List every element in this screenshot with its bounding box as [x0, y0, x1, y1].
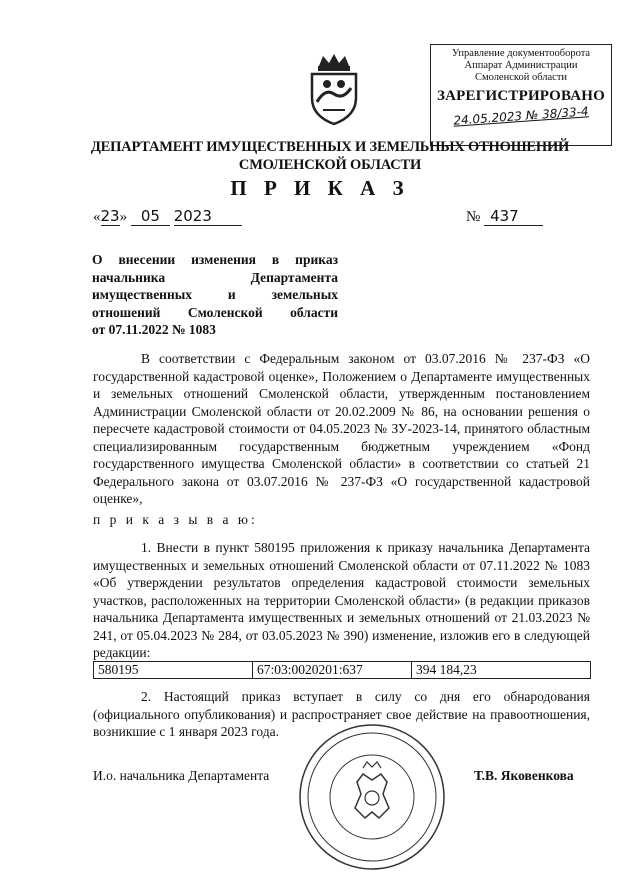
subject-line: от 07.11.2022 № 1083	[92, 322, 216, 337]
date-quote-close: »	[119, 209, 128, 225]
official-seal-icon	[297, 722, 447, 872]
item-1-paragraph: 1. Внести в пункт 580195 приложения к приказу начальника Департамента имущественных и земельных отношений Смоленской области от 07.11.2022 № 1083 «Об утверждении результатов определения кадастровой стоимости земельных участков, расположенных на территории Смоленской области» (в редакции приказов начальника Департамента имущественных и земельных отношений от 21.03.2023 № 241, от 05.04.2023 № 284, от 03.05.2023 № 390) изменение, изложив его в следующей редакции:	[93, 540, 590, 660]
date-month: 05	[131, 207, 170, 226]
table-cell-cadastral-value: 394 184,23	[412, 662, 591, 679]
stamp-registered: ЗАРЕГИСТРИРОВАНО	[437, 88, 605, 104]
number-value: 437	[484, 207, 543, 226]
table-cell-cadastral-number: 67:03:0020201:637	[253, 662, 412, 679]
number-label: №	[466, 209, 481, 225]
signatory-name: Т.В. Яковенкова	[474, 768, 574, 783]
cadastral-value-table	[93, 661, 591, 679]
document-type-title: П Р И К А З	[230, 176, 410, 200]
preamble-paragraph: В соответствии с Федеральным законом от 03.07.2016 № 237-ФЗ «О государственной кадастровой оценке», Положением о Департаменте имущественных и земельных отношений Смоленской области, утвержденным постановлением Администрации Смоленской области от 20.02.2009 № 86, на основании решения о пересчете кадастровой стоимости от 04.05.2023 № ЗУ-2023-14, принятого областным специализированным государственным бюджетным учреждением «Фонд государственного имущества Смоленской области» в соответствии со статьей 21 Федерального закона от 03.07.2016 № 237-ФЗ «О государственной кадастровой оценке»,	[93, 351, 590, 506]
document-date	[93, 207, 242, 226]
date-day: 23	[100, 207, 120, 225]
department-name-line-2: СМОЛЕНСКОЙ ОБЛАСТИ	[238, 157, 422, 173]
subject-line: начальника Департамента	[92, 269, 338, 285]
table-cell-item-number: 580195	[94, 662, 253, 679]
subject-line: О внесении изменения в приказ	[92, 252, 338, 267]
registration-stamp	[430, 44, 612, 146]
subject-line: имущественных и земельных	[92, 287, 338, 302]
subject-line: отношений Смоленской области	[92, 304, 338, 320]
table-row	[94, 662, 591, 679]
signatory-position: И.о. начальника Департамента	[93, 768, 270, 783]
date-year: 2023	[174, 207, 242, 226]
stamp-line-1: Управление документооборота	[451, 48, 591, 59]
stamp-line-2: Аппарат Администрации	[464, 60, 578, 71]
document-subject	[92, 251, 338, 339]
stamp-handwritten-number: 24.05.2023 № 38/33-4	[452, 104, 590, 128]
coat-of-arms-icon	[305, 52, 363, 126]
date-quote-open: «	[93, 209, 101, 225]
stamp-line-3: Смоленской области	[474, 72, 568, 83]
item-2-paragraph: 2. Настоящий приказ вступает в силу со дня его обнародования (официального опубликования) и распространяет свое действие на правоотношения, возникшие с 1 января 2023 года.	[93, 689, 590, 739]
document-number	[466, 207, 543, 226]
decree-word: п р и к а з ы в а ю:	[93, 512, 258, 527]
department-name-line-1: ДЕПАРТАМЕНТ ИМУЩЕСТВЕННЫХ И ЗЕМЕЛЬНЫХ ОТНОШЕНИЙ	[90, 139, 570, 155]
